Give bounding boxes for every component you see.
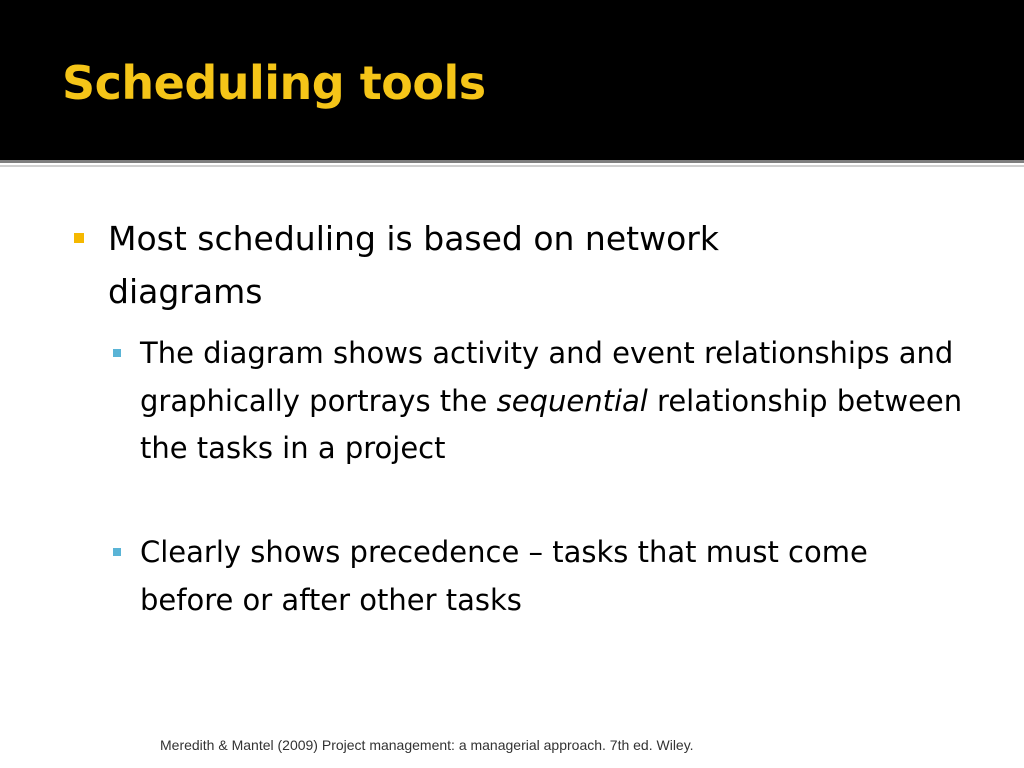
title-bar: [0, 0, 1024, 160]
slide-title: Scheduling tools: [62, 56, 486, 110]
bullet-level2: [140, 330, 970, 473]
square-bullet-icon: [74, 233, 84, 243]
title-divider: [0, 160, 1024, 163]
square-bullet-icon: [113, 548, 121, 556]
bullet-level1: [108, 212, 848, 318]
title-divider-light: [0, 165, 1024, 167]
bullet-text: Most scheduling is based on network diagrams: [108, 219, 719, 311]
square-bullet-icon: [113, 349, 121, 357]
citation-footnote: Meredith & Mantel (2009) Project management: a managerial approach. 7th ed. Wiley.: [160, 737, 694, 753]
bullet-text-emphasis: sequential: [496, 383, 648, 418]
bullet-text: Clearly shows precedence – tasks that must come before or after other tasks: [140, 535, 868, 617]
bullet-text-after: relationship between the tasks in a project: [140, 383, 963, 465]
bullet-level2: [140, 529, 970, 624]
bullet-text-before: The diagram shows activity and event relationships and graphically portrays the: [140, 336, 954, 418]
